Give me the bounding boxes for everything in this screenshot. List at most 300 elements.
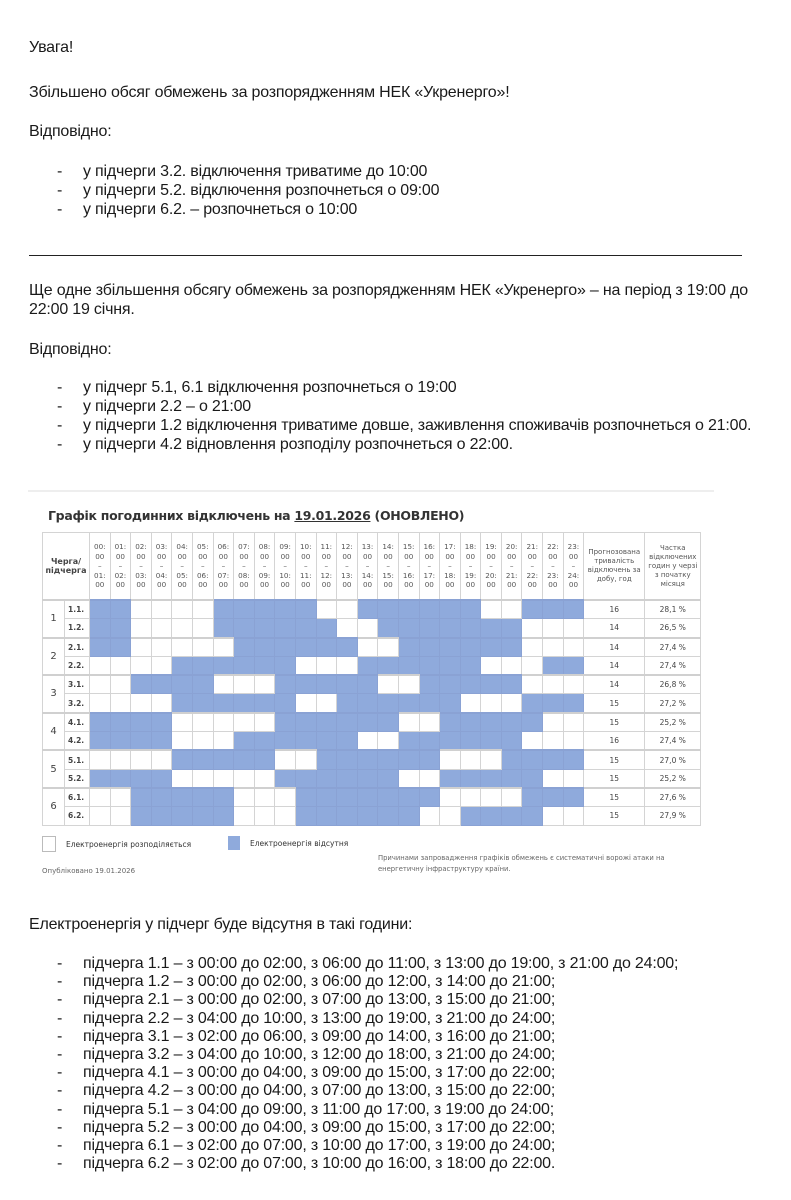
hour-cell-off <box>213 619 234 638</box>
hour-cell-off <box>131 788 152 807</box>
hour-cell-on <box>522 619 543 638</box>
table-row <box>43 694 701 713</box>
hour-cell-off <box>234 638 255 657</box>
hour-cell-off <box>419 600 440 619</box>
hour-cell-on <box>440 750 461 769</box>
hour-cell-off <box>522 713 543 732</box>
hour-cell-off <box>522 788 543 807</box>
reason-note: Причинами запровадження графіків обмежень є систематичні ворожі атаки на енергетичну інфраструктуру країни. <box>378 854 665 873</box>
header-hour: 22: 00 – 23: 00 <box>543 533 564 601</box>
queue-number: 3 <box>43 675 65 713</box>
hour-cell-on <box>192 619 213 638</box>
subqueue-label: 3.1. <box>65 675 90 694</box>
table-row <box>43 769 701 788</box>
share-value: 27,4 % <box>645 638 701 657</box>
hour-cell-off <box>192 750 213 769</box>
hour-cell-off <box>254 732 275 751</box>
hour-cell-off <box>501 675 522 694</box>
hour-cell-off <box>440 713 461 732</box>
hour-cell-off <box>192 694 213 713</box>
hour-cell-on <box>522 638 543 657</box>
header-hour: 19: 00 – 20: 00 <box>481 533 502 601</box>
share-value: 27,6 % <box>645 788 701 807</box>
queue-number: 1 <box>43 600 65 638</box>
hour-cell-off <box>131 807 152 825</box>
hour-cell-on <box>419 713 440 732</box>
hour-cell-off <box>481 769 502 788</box>
hour-cell-on <box>398 769 419 788</box>
hour-cell-off <box>213 750 234 769</box>
hour-cell-on <box>357 638 378 657</box>
header-hour: 17: 00 – 18: 00 <box>440 533 461 601</box>
duration-value: 15 <box>584 769 645 788</box>
queue-number: 5 <box>43 750 65 788</box>
hour-cell-off <box>357 694 378 713</box>
header-hour: 21: 00 – 22: 00 <box>522 533 543 601</box>
hour-cell-off <box>316 750 337 769</box>
list-item: - підчерга 6.2 – з 02:00 до 07:00, з 10:00 до 16:00, з 18:00 до 22:00. <box>55 1155 678 1173</box>
hour-cell-off <box>460 807 481 825</box>
header-hour: 05: 00 – 06: 00 <box>192 533 213 601</box>
hour-cell-off <box>131 732 152 751</box>
separator-line <box>29 255 742 256</box>
hour-cell-on <box>172 732 193 751</box>
hour-cell-off <box>295 638 316 657</box>
hour-cell-off <box>460 638 481 657</box>
header-hour: 13: 00 – 14: 00 <box>357 533 378 601</box>
legend-power-on <box>42 836 191 852</box>
header-hour: 02: 00 – 03: 00 <box>131 533 152 601</box>
hour-cell-off <box>295 788 316 807</box>
hour-cell-on <box>131 600 152 619</box>
hour-cell-on <box>563 732 584 751</box>
duration-value: 14 <box>584 638 645 657</box>
published-date: Опубліковано 19.01.2026 <box>42 867 136 875</box>
table-row <box>43 656 701 675</box>
duration-value: 14 <box>584 675 645 694</box>
schedule-table <box>42 532 701 826</box>
hour-cell-off <box>501 619 522 638</box>
hour-cell-on <box>110 675 131 694</box>
share-value: 27,9 % <box>645 807 701 825</box>
hour-cell-off <box>419 788 440 807</box>
hour-cell-off <box>316 788 337 807</box>
hour-cell-off <box>316 638 337 657</box>
hour-cell-off <box>192 807 213 825</box>
hour-cell-off <box>295 619 316 638</box>
hour-cell-off <box>501 732 522 751</box>
hour-cell-off <box>440 600 461 619</box>
hour-cell-on <box>378 732 399 751</box>
hour-cell-on <box>192 713 213 732</box>
hour-cell-on <box>522 675 543 694</box>
hour-cell-on <box>213 732 234 751</box>
hour-cell-on <box>563 638 584 657</box>
hour-cell-off <box>481 638 502 657</box>
subqueue-label: 4.1. <box>65 713 90 732</box>
hour-cell-off <box>234 600 255 619</box>
divider <box>28 490 714 492</box>
hour-cell-off <box>460 600 481 619</box>
hour-cell-off <box>378 750 399 769</box>
hour-cell-on <box>460 788 481 807</box>
header-hour: 18: 00 – 19: 00 <box>460 533 481 601</box>
header-hour: 06: 00 – 07: 00 <box>213 533 234 601</box>
schedule-title-suffix: (ОНОВЛЕНО) <box>374 508 465 523</box>
hour-cell-off <box>378 713 399 732</box>
hour-cell-on <box>563 675 584 694</box>
hour-cell-on <box>131 694 152 713</box>
subqueue-label: 6.1. <box>65 788 90 807</box>
table-row <box>43 638 701 657</box>
hour-cell-off <box>563 656 584 675</box>
hour-cell-on <box>213 769 234 788</box>
hour-cell-off <box>398 807 419 825</box>
list-item: - підчерга 1.1 – з 00:00 до 02:00, з 06:00 до 11:00, з 13:00 до 19:00, з 21:00 до 24:00; <box>55 955 678 973</box>
duration-value: 16 <box>584 600 645 619</box>
hour-cell-off <box>419 750 440 769</box>
hour-cell-on <box>90 788 111 807</box>
hour-cell-on <box>254 788 275 807</box>
hour-cell-on <box>151 750 172 769</box>
hour-cell-on <box>501 600 522 619</box>
hour-cell-off <box>254 750 275 769</box>
queue-number: 6 <box>43 788 65 825</box>
share-value: 28,1 % <box>645 600 701 619</box>
hour-cell-off <box>419 656 440 675</box>
hour-cell-off <box>172 750 193 769</box>
hour-cell-off <box>172 694 193 713</box>
hour-cell-on <box>234 713 255 732</box>
hour-cell-off <box>275 769 296 788</box>
hour-cell-off <box>522 694 543 713</box>
hour-cell-off <box>563 600 584 619</box>
hour-cell-off <box>419 694 440 713</box>
hour-cell-off <box>316 807 337 825</box>
hour-cell-on <box>90 694 111 713</box>
hour-cell-on <box>337 656 358 675</box>
hour-cell-on <box>543 807 564 825</box>
hour-cell-off <box>110 600 131 619</box>
hour-cell-off <box>440 732 461 751</box>
hour-cell-off <box>295 713 316 732</box>
attention-heading: Увага! <box>29 39 74 56</box>
hour-cell-off <box>357 656 378 675</box>
hour-cell-off <box>378 600 399 619</box>
hour-cell-on <box>481 788 502 807</box>
hour-cell-off <box>234 619 255 638</box>
hour-cell-off <box>275 656 296 675</box>
hour-cell-off <box>110 619 131 638</box>
hour-cell-on <box>151 656 172 675</box>
notice1-list <box>55 162 439 219</box>
hour-cell-on <box>110 807 131 825</box>
hour-cell-off <box>213 600 234 619</box>
hour-cell-off <box>460 656 481 675</box>
hour-cell-off <box>522 807 543 825</box>
hour-cell-off <box>151 807 172 825</box>
hour-cell-on <box>440 807 461 825</box>
hour-cell-off <box>275 713 296 732</box>
hour-cell-off <box>543 656 564 675</box>
notice2-list <box>55 378 767 454</box>
queue-number: 4 <box>43 713 65 751</box>
hour-cell-on <box>398 713 419 732</box>
hour-cell-off <box>543 600 564 619</box>
hour-cell-off <box>378 807 399 825</box>
hour-cell-off <box>295 769 316 788</box>
header-hour: 09: 00 – 10: 00 <box>275 533 296 601</box>
hour-cell-off <box>151 732 172 751</box>
header-hour: 04: 00 – 05: 00 <box>172 533 193 601</box>
hour-cell-on <box>192 732 213 751</box>
share-value: 25,2 % <box>645 713 701 732</box>
hour-cell-on <box>110 694 131 713</box>
hour-cell-on <box>151 638 172 657</box>
table-row <box>43 600 701 619</box>
table-header-row <box>43 533 701 601</box>
header-hour: 12: 00 – 13: 00 <box>337 533 358 601</box>
hour-cell-on <box>522 732 543 751</box>
hour-cell-off <box>357 600 378 619</box>
hour-cell-on <box>213 675 234 694</box>
header-queue: Черга/ підчерга <box>43 533 90 601</box>
duration-value: 15 <box>584 750 645 769</box>
hour-cell-off <box>460 769 481 788</box>
hour-cell-off <box>522 750 543 769</box>
table-row <box>43 713 701 732</box>
hour-cell-off <box>90 732 111 751</box>
hour-cell-off <box>192 656 213 675</box>
hour-cell-off <box>543 750 564 769</box>
header-hour: 11: 00 – 12: 00 <box>316 533 337 601</box>
hour-cell-off <box>481 675 502 694</box>
hour-cell-off <box>234 656 255 675</box>
hour-cell-off <box>460 713 481 732</box>
hour-cell-on <box>460 694 481 713</box>
header-hour: 08: 00 – 09: 00 <box>254 533 275 601</box>
hour-cell-off <box>357 788 378 807</box>
hour-cell-off <box>151 713 172 732</box>
header-hour: 03: 00 – 04: 00 <box>151 533 172 601</box>
hour-cell-off <box>213 788 234 807</box>
hour-cell-on <box>90 675 111 694</box>
hour-cell-off <box>275 638 296 657</box>
hour-cell-on <box>90 750 111 769</box>
hour-cell-off <box>522 769 543 788</box>
share-value: 27,0 % <box>645 750 701 769</box>
hour-cell-on <box>151 619 172 638</box>
hour-cell-off <box>295 807 316 825</box>
hour-cell-off <box>316 732 337 751</box>
hour-cell-off <box>481 713 502 732</box>
hour-cell-off <box>316 713 337 732</box>
schedule-date: 19.01.2026 <box>294 508 371 523</box>
hour-cell-off <box>460 732 481 751</box>
hour-cell-off <box>440 619 461 638</box>
hour-cell-off <box>254 600 275 619</box>
duration-value: 16 <box>584 732 645 751</box>
header-hour: 14: 00 – 15: 00 <box>378 533 399 601</box>
hour-cell-off <box>440 675 461 694</box>
hour-cell-on <box>419 807 440 825</box>
hour-cell-on <box>213 713 234 732</box>
hour-cell-on <box>295 750 316 769</box>
hour-cell-on <box>254 713 275 732</box>
hour-cell-off <box>481 732 502 751</box>
hour-cell-on <box>481 656 502 675</box>
hour-cell-off <box>316 619 337 638</box>
share-value: 27,2 % <box>645 694 701 713</box>
hour-cell-off <box>90 600 111 619</box>
outage-schedule-image <box>28 490 718 885</box>
header-hour: 20: 00 – 21: 00 <box>501 533 522 601</box>
subqueue-label: 5.1. <box>65 750 90 769</box>
hour-cell-on <box>275 807 296 825</box>
hour-cell-on <box>501 656 522 675</box>
list-item: - у підчерги 3.2. відключення триватиме до 10:00 <box>55 162 439 181</box>
hour-cell-off <box>316 769 337 788</box>
hour-cell-off <box>295 675 316 694</box>
hour-cell-on <box>316 694 337 713</box>
list-item: - підчерга 5.2 – з 00:00 до 04:00, з 09:00 до 15:00, з 17:00 до 22:00; <box>55 1119 678 1137</box>
header-hour: 07: 00 – 08: 00 <box>234 533 255 601</box>
hour-cell-off <box>419 638 440 657</box>
hour-cell-on <box>90 656 111 675</box>
schedule-title-prefix: Графік погодинних відключень на <box>48 508 291 523</box>
hour-cell-on <box>110 788 131 807</box>
hour-cell-on <box>316 656 337 675</box>
hour-cell-off <box>275 675 296 694</box>
hour-cell-off <box>172 807 193 825</box>
hour-cell-on <box>501 788 522 807</box>
duration-value: 14 <box>584 656 645 675</box>
hour-cell-on <box>543 713 564 732</box>
subqueue-label: 2.1. <box>65 638 90 657</box>
hour-cell-on <box>151 600 172 619</box>
hour-cell-on <box>234 675 255 694</box>
hour-cell-off <box>295 600 316 619</box>
list-item: - підчерга 3.1 – з 02:00 до 06:00, з 09:00 до 14:00, з 16:00 до 21:00; <box>55 1028 678 1046</box>
hour-cell-on <box>337 619 358 638</box>
hour-cell-on <box>131 750 152 769</box>
hour-cell-off <box>275 619 296 638</box>
hour-cell-off <box>501 807 522 825</box>
hour-cell-on <box>481 600 502 619</box>
hour-cell-off <box>378 656 399 675</box>
duration-value: 15 <box>584 807 645 825</box>
hour-cell-off <box>275 694 296 713</box>
table-row <box>43 807 701 825</box>
hour-cell-off <box>192 788 213 807</box>
hour-cell-off <box>357 769 378 788</box>
hour-cell-on <box>543 619 564 638</box>
hour-cell-off <box>110 732 131 751</box>
hour-cell-on <box>254 769 275 788</box>
hour-cell-on <box>440 788 461 807</box>
hour-cell-off <box>234 694 255 713</box>
hour-cell-on <box>563 807 584 825</box>
list-item: - у підчерги 6.2. – розпочнеться о 10:00 <box>55 200 439 219</box>
hour-cell-off <box>398 788 419 807</box>
hour-cell-off <box>378 788 399 807</box>
list-item: - у підчерги 4.2 відновлення розподілу розпочнеться о 22:00. <box>55 435 767 454</box>
hour-cell-off <box>131 713 152 732</box>
hour-cell-off <box>398 656 419 675</box>
hour-cell-off <box>316 675 337 694</box>
hour-cell-on <box>543 638 564 657</box>
subqueue-label: 6.2. <box>65 807 90 825</box>
hour-cell-off <box>460 619 481 638</box>
header-hour: 15: 00 – 16: 00 <box>398 533 419 601</box>
hour-cell-off <box>419 732 440 751</box>
hour-cell-off <box>131 675 152 694</box>
hour-cell-on <box>254 675 275 694</box>
hour-cell-on <box>337 600 358 619</box>
table-row <box>43 788 701 807</box>
subqueue-label: 1.1. <box>65 600 90 619</box>
hour-cell-off <box>110 638 131 657</box>
hour-cell-off <box>275 600 296 619</box>
subqueue-label: 3.2. <box>65 694 90 713</box>
hour-cell-off <box>440 769 461 788</box>
outages-heading: Електроенергія у підчерг буде відсутня в такі години: <box>29 916 413 933</box>
hour-cell-off <box>357 713 378 732</box>
hour-cell-off <box>398 750 419 769</box>
duration-value: 15 <box>584 788 645 807</box>
accordingly-label-2: Відповідно: <box>29 341 112 358</box>
hour-cell-on <box>378 675 399 694</box>
hour-cell-on <box>378 638 399 657</box>
hour-cell-on <box>275 788 296 807</box>
hour-cell-on <box>543 675 564 694</box>
hour-cell-on <box>419 769 440 788</box>
hour-cell-on <box>110 750 131 769</box>
hour-cell-on <box>131 638 152 657</box>
accordingly-label: Відповідно: <box>29 123 112 140</box>
hour-cell-on <box>192 769 213 788</box>
list-item: - підчерга 5.1 – з 04:00 до 09:00, з 11:00 до 17:00, з 19:00 до 24:00; <box>55 1101 678 1119</box>
hour-cell-on <box>481 694 502 713</box>
legend-swatch-on <box>42 836 56 852</box>
hour-cell-on <box>398 675 419 694</box>
hour-cell-on <box>460 750 481 769</box>
hour-cell-off <box>419 675 440 694</box>
hour-cell-on <box>172 769 193 788</box>
hour-cell-off <box>398 638 419 657</box>
list-item: - у підчерги 2.2 – о 21:00 <box>55 397 767 416</box>
share-value: 26,5 % <box>645 619 701 638</box>
hour-cell-off <box>501 750 522 769</box>
hour-cell-on <box>192 600 213 619</box>
duration-value: 15 <box>584 713 645 732</box>
list-item: - підчерга 4.2 – з 00:00 до 04:00, з 07:00 до 13:00, з 15:00 до 22:00; <box>55 1082 678 1100</box>
hour-cell-on <box>172 713 193 732</box>
hour-cell-on <box>110 656 131 675</box>
hour-cell-off <box>90 619 111 638</box>
hour-cell-off <box>337 713 358 732</box>
hour-cell-on <box>501 694 522 713</box>
hour-cell-off <box>357 807 378 825</box>
hour-cell-off <box>337 807 358 825</box>
hour-cell-on <box>357 732 378 751</box>
hour-cell-off <box>234 732 255 751</box>
hour-cell-on <box>131 619 152 638</box>
list-item: - підчерга 6.1 – з 02:00 до 07:00, з 10:00 до 17:00, з 19:00 до 24:00; <box>55 1137 678 1155</box>
hour-cell-on <box>172 619 193 638</box>
hour-cell-on <box>275 750 296 769</box>
hour-cell-off <box>151 675 172 694</box>
